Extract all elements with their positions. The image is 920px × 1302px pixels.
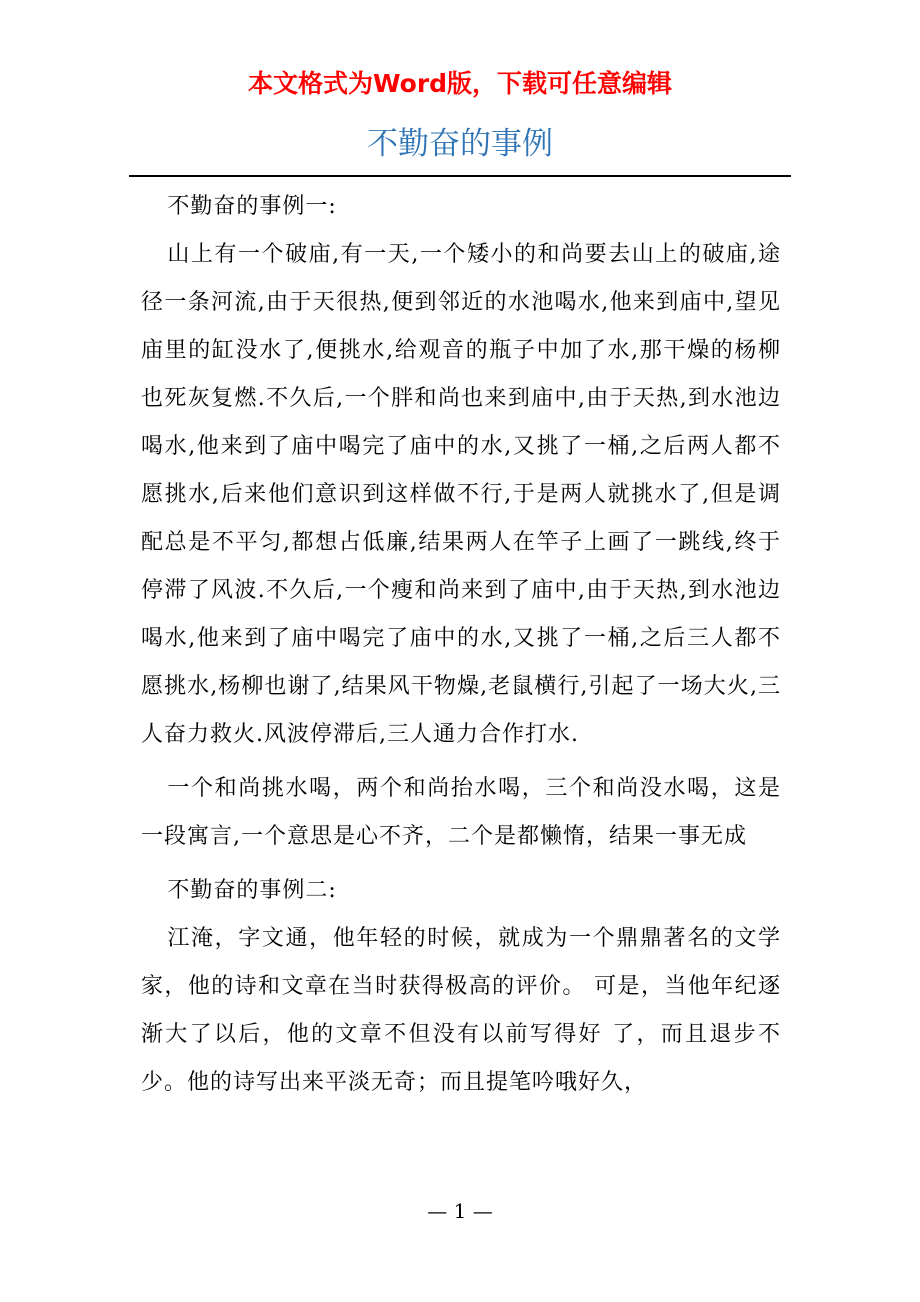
- format-notice: 本文格式为Word版，下载可任意编辑: [247, 69, 673, 98]
- section-heading-1: 不勤奋的事例一:: [167, 194, 337, 219]
- paragraph-moral: 一个和尚挑水喝，两个和尚抬水喝，三个和尚没水喝，这是一段寓言,一个意思是心不齐，二个是都懒惰，结果一事无成: [141, 776, 781, 849]
- paragraph-jiang-yan: 江淹，字文通，他年轻的时候，就成为一个鼎鼎著名的文学 家，他的诗和文章在当时获得极高的评价。 可是，当他年纪逐渐大了以后，他的文章不但没有以前写得好 了，而且退步不少。他的诗写出来平淡无奇；而且提笔吟哦好久，: [141, 926, 781, 1095]
- document-title: 不勤奋的事例: [367, 126, 553, 162]
- section-heading-2: 不勤奋的事例二:: [167, 878, 337, 903]
- title-divider: [129, 175, 791, 177]
- page-number: — 1 —: [427, 1199, 493, 1223]
- paragraph-story: 山上有一个破庙,有一天,一个矮小的和尚要去山上的破庙,途径一条河流,由于天很热,便到邻近的水池喝水,他来到庙中,望见庙里的缸没水了,便挑水,给观音的瓶子中加了水,那干燥的杨柳也死灰复燃.不久后,一个胖和尚也来到庙中,由于天热,到水池边喝水,他来到了庙中喝完了庙中的水,又挑了一桶,之后两人都不愿挑水,后来他们意识到这样做不行,于是两人就挑水了,但是调配总是不平匀,都想占低廉,结果两人在竿子上画了一跳线,终于停滞了风波.不久后,一个瘦和尚来到了庙中,由于天热,到水池边喝水,他来到了庙中喝完了庙中的水,又挑了一桶,之后三人都不愿挑水,杨柳也谢了,结果风干物燥,老鼠横行,引起了一场大火,三人奋力救火.风波停滞后,三人通力合作打水.: [141, 242, 781, 747]
- document-body: [141, 183, 781, 1107]
